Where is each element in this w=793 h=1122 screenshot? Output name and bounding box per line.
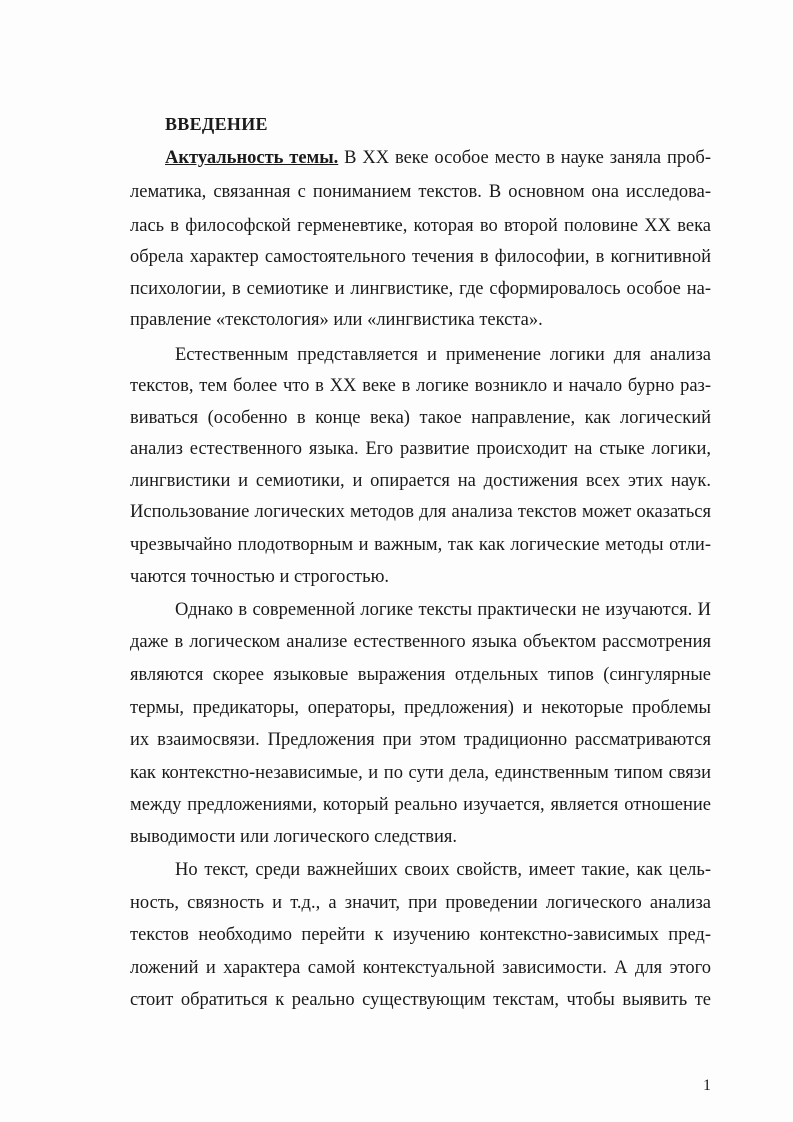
paragraph-2-line: анализ естественного языка. Его развитие происходит на стыке логики, bbox=[130, 439, 711, 459]
paragraph-1-line: правление «текстология» или «лингвистика текста». bbox=[130, 310, 543, 330]
paragraph-4-line: стоит обратиться к реально существующим текстам, чтобы выявить те bbox=[130, 990, 711, 1010]
topic-relevance-label: Актуальность темы. bbox=[165, 148, 339, 168]
paragraph-3-line: являются скорее языковые выражения отдельных типов (сингулярные bbox=[130, 665, 711, 685]
paragraph-2-line: виваться (особенно в конце века) такое направление, как логический bbox=[130, 408, 711, 428]
paragraph-1-line: обрела характер самостоятельного течения в философии, в когнитивной bbox=[130, 247, 711, 267]
paragraph-4-line: текстов необходимо перейти к изучению контекстно-зависимых пред- bbox=[130, 925, 711, 945]
paragraph-2-line: текстов, тем более что в XX веке в логике возникло и начало бурно раз- bbox=[130, 376, 711, 396]
page-number: 1 bbox=[703, 1077, 711, 1094]
paragraph-2-line: чаются точностью и строгостью. bbox=[130, 567, 390, 587]
section-heading: ВВЕДЕНИЕ bbox=[165, 114, 268, 134]
paragraph-1-line: лематика, связанная с пониманием текстов. В основном она исследова- bbox=[130, 182, 711, 202]
paragraph-1-line: лась в философской герменевтике, которая во второй половине XX века bbox=[130, 216, 711, 236]
paragraph-3-line: между предложениями, который реально изучается, является отношение bbox=[130, 795, 711, 815]
paragraph-4-line: ность, связность и т.д., а значит, при проведении логического анализа bbox=[130, 893, 711, 913]
paragraph-3-line: термы, предикаторы, операторы, предложения) и некоторые проблемы bbox=[130, 698, 711, 718]
paragraph-1-line-1-text: В XX веке особое место в науке заняла проб- bbox=[338, 148, 711, 168]
paragraph-2-line: чрезвычайно плодотворным и важным, так как логические методы отли- bbox=[130, 535, 711, 555]
paragraph-2-line: Использование логических методов для анализа текстов может оказаться bbox=[130, 502, 711, 522]
paragraph-3-line: как контекстно-независимые, и по сути дела, единственным типом связи bbox=[130, 763, 711, 783]
paragraph-3-line-1: Однако в современной логике тексты практически не изучаются. И bbox=[175, 600, 711, 620]
paragraph-4-line-1: Но текст, среди важнейших своих свойств, имеет такие, как цель- bbox=[175, 860, 711, 880]
paragraph-2-line: лингвистики и семиотики, и опирается на достижения всех этих наук. bbox=[130, 471, 711, 491]
paragraph-3-line: выводимости или логического следствия. bbox=[130, 827, 458, 847]
paragraph-4-line: ложений и характера самой контекстуальной зависимости. А для этого bbox=[130, 958, 711, 978]
paragraph-1-line: психологии, в семиотике и лингвистике, где сформировалось особое на- bbox=[130, 279, 711, 299]
paragraph-1-line-1 bbox=[165, 146, 711, 170]
paragraph-3-line: даже в логическом анализе естественного языка объектом рассмотрения bbox=[130, 632, 711, 652]
paragraph-2-line-1: Естественным представляется и применение логики для анализа bbox=[175, 345, 711, 365]
paragraph-3-line: их взаимосвязи. Предложения при этом традиционно рассматриваются bbox=[130, 730, 711, 750]
